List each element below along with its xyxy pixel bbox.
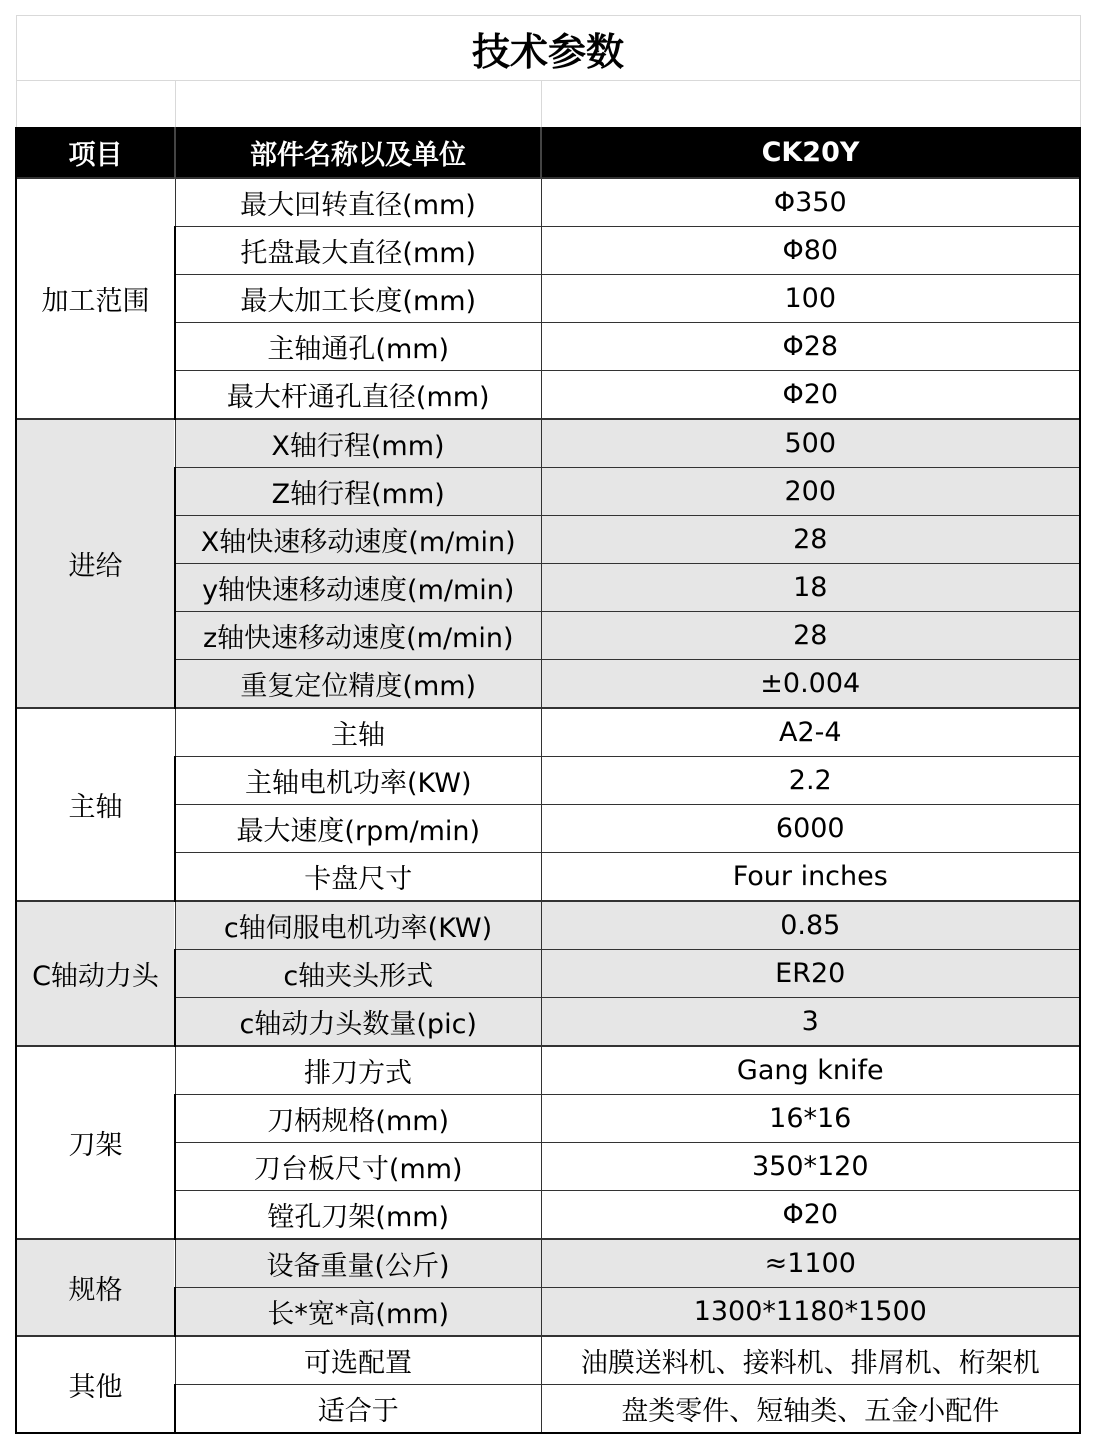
table-row [16,468,1080,516]
table-row [16,998,1080,1047]
table-row [16,612,1080,660]
spec-table [15,15,1081,1434]
parameter-value: Φ80 [541,227,1080,275]
parameter-value: Φ20 [541,371,1080,420]
table-row [16,1143,1080,1191]
parameter-value: 16*16 [541,1095,1080,1143]
header-row [16,127,1080,178]
parameter-value: 200 [541,468,1080,516]
parameter-value: 18 [541,564,1080,612]
parameter-name: c轴伺服电机功率(KW) [175,901,541,950]
parameter-value: 0.85 [541,901,1080,950]
table-row [16,1288,1080,1337]
parameter-name: c轴夹头形式 [175,950,541,998]
spec-group [16,1336,1080,1433]
table-row [16,1191,1080,1240]
parameter-value: ER20 [541,950,1080,998]
parameter-name: X轴行程(mm) [175,419,541,468]
table-row [16,1336,1080,1385]
parameter-name: z轴快速移动速度(m/min) [175,612,541,660]
parameter-name: 主轴通孔(mm) [175,323,541,371]
spec-group [16,178,1080,419]
table-row [16,564,1080,612]
parameter-value: 油膜送料机、接料机、排屑机、桁架机 [541,1336,1080,1385]
table-row [16,371,1080,420]
table-row [16,516,1080,564]
table-row [16,708,1080,757]
parameter-value: 1300*1180*1500 [541,1288,1080,1337]
header-part-name: 部件名称以及单位 [175,127,541,178]
parameter-value: Gang knife [541,1046,1080,1095]
category-cell: 刀架 [16,1046,175,1239]
spec-group [16,708,1080,901]
parameter-value: ≈1100 [541,1239,1080,1288]
table-row [16,323,1080,371]
parameter-value: 28 [541,516,1080,564]
table-row [16,660,1080,709]
category-cell: 加工范围 [16,178,175,419]
parameter-value: 28 [541,612,1080,660]
table-row [16,805,1080,853]
parameter-value: A2-4 [541,708,1080,757]
parameter-value: 盘类零件、短轴类、五金小配件 [541,1385,1080,1434]
spec-group [16,901,1080,1046]
parameter-value: ±0.004 [541,660,1080,709]
category-cell: 主轴 [16,708,175,901]
parameter-value: Φ20 [541,1191,1080,1240]
spec-group [16,1239,1080,1336]
parameter-name: 最大回转直径(mm) [175,178,541,227]
category-cell: 规格 [16,1239,175,1336]
parameter-name: 主轴电机功率(KW) [175,757,541,805]
table-row [16,275,1080,323]
table-row [16,757,1080,805]
table-row [16,853,1080,902]
table-row [16,1239,1080,1288]
table-row [16,178,1080,227]
parameter-name: 适合于 [175,1385,541,1434]
table-row [16,419,1080,468]
parameter-name: X轴快速移动速度(m/min) [175,516,541,564]
parameter-name: y轴快速移动速度(m/min) [175,564,541,612]
blank-cell [16,81,175,128]
parameter-name: 长*宽*高(mm) [175,1288,541,1337]
parameter-value: 500 [541,419,1080,468]
parameter-name: Z轴行程(mm) [175,468,541,516]
parameter-name: 托盘最大直径(mm) [175,227,541,275]
parameter-name: 最大加工长度(mm) [175,275,541,323]
table-row [16,901,1080,950]
parameter-value: Four inches [541,853,1080,902]
parameter-name: 刀台板尺寸(mm) [175,1143,541,1191]
blank-row [16,81,1080,128]
parameter-name: 排刀方式 [175,1046,541,1095]
header-model: CK20Y [541,127,1080,178]
parameter-value: 6000 [541,805,1080,853]
parameter-name: 最大杆通孔直径(mm) [175,371,541,420]
category-cell: C轴动力头 [16,901,175,1046]
spec-sheet [15,15,1079,1434]
parameter-name: 可选配置 [175,1336,541,1385]
parameter-value: 350*120 [541,1143,1080,1191]
table-row [16,950,1080,998]
parameter-value: Φ28 [541,323,1080,371]
category-cell: 其他 [16,1336,175,1433]
parameter-value: 3 [541,998,1080,1047]
spec-group [16,1046,1080,1239]
blank-cell [175,81,541,128]
parameter-name: 设备重量(公斤) [175,1239,541,1288]
blank-cell [541,81,1080,128]
parameter-name: 主轴 [175,708,541,757]
parameter-value: 2.2 [541,757,1080,805]
parameter-value: Φ350 [541,178,1080,227]
parameter-name: 卡盘尺寸 [175,853,541,902]
title-row [16,16,1080,81]
table-row [16,1046,1080,1095]
table-row [16,227,1080,275]
parameter-name: 镗孔刀架(mm) [175,1191,541,1240]
parameter-name: c轴动力头数量(pic) [175,998,541,1047]
parameter-name: 刀柄规格(mm) [175,1095,541,1143]
category-cell: 进给 [16,419,175,708]
header-item: 项目 [16,127,175,178]
parameter-name: 重复定位精度(mm) [175,660,541,709]
table-row [16,1385,1080,1434]
spec-group [16,419,1080,708]
table-row [16,1095,1080,1143]
parameter-name: 最大速度(rpm/min) [175,805,541,853]
parameter-value: 100 [541,275,1080,323]
page-title: 技术参数 [16,16,1080,81]
